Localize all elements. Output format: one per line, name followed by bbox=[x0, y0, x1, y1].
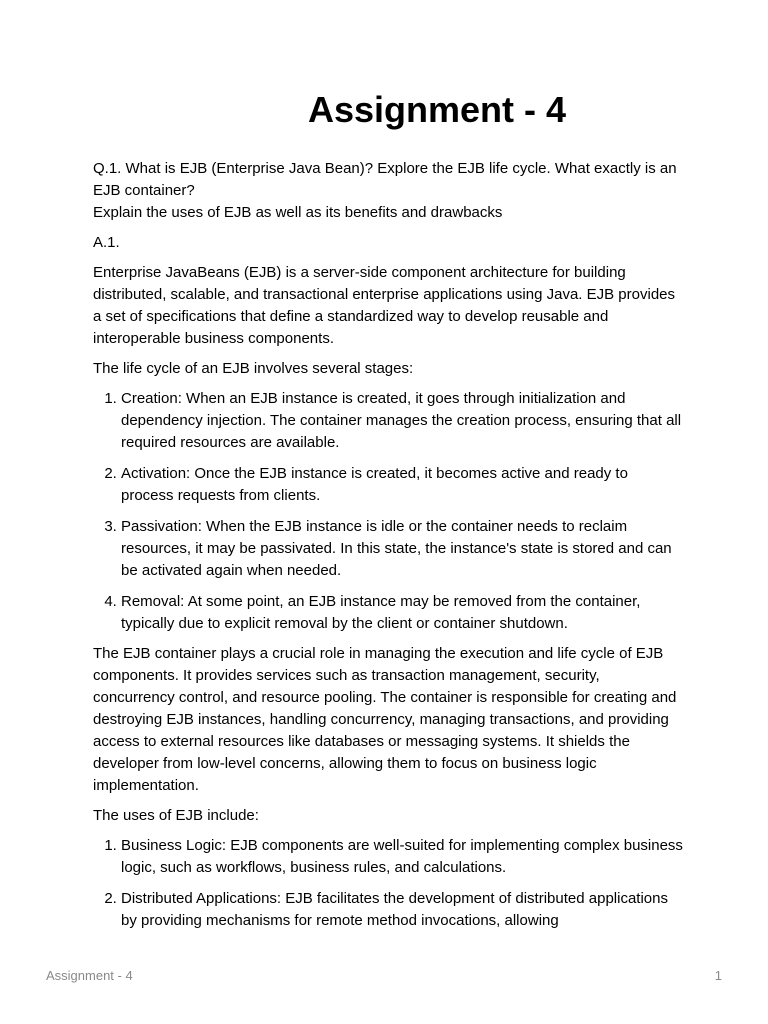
question-subtext: Explain the uses of EJB as well as its benefits and drawbacks bbox=[93, 204, 503, 221]
list-item: 4. Removal: At some point, an EJB instance may be removed from the container, typically due to explicit removal by the client or container shutdown. bbox=[121, 591, 683, 635]
page-number: 1 bbox=[714, 968, 722, 983]
document-body bbox=[93, 158, 683, 940]
list-item: 1. Business Logic: EJB components are well-suited for implementing complex business logic, such as workflows, business rules, and calculations. bbox=[121, 835, 683, 879]
lifecycle-list bbox=[93, 388, 683, 635]
answer-label: A.1. bbox=[93, 234, 120, 251]
page-title: Assignment - 4 bbox=[307, 89, 567, 130]
question-text: Q.1. What is EJB (Enterprise Java Bean)? Explore the EJB life cycle. What exactly is an EJB container? bbox=[93, 160, 677, 199]
list-item: 2. Distributed Applications: EJB facilitates the development of distributed applications by providing mechanisms for remote method invocations, allowing bbox=[121, 888, 683, 932]
list-item: 3. Passivation: When the EJB instance is idle or the container needs to reclaim resources, it may be passivated. In this state, the instance's state is stored and can be activated again when needed. bbox=[121, 516, 683, 582]
footer-title: Assignment - 4 bbox=[46, 968, 133, 983]
uses-list bbox=[93, 835, 683, 932]
uses-heading: The uses of EJB include: bbox=[93, 807, 259, 824]
container-paragraph: The EJB container plays a crucial role in managing the execution and life cycle of EJB components. It provides services such as transaction management, security, concurrency control, and resource pooling. The container is responsible for creating and destroying EJB instances, handling concurrency, managing transactions, and providing access to external resources like databases or messaging systems. It shields the developer from low-level concerns, allowing them to focus on business logic implementation. bbox=[93, 645, 677, 794]
question-block bbox=[93, 158, 683, 224]
list-item: 1. Creation: When an EJB instance is created, it goes through initialization and dependency injection. The container manages the creation process, ensuring that all required resources are available. bbox=[121, 388, 683, 454]
list-item: 2. Activation: Once the EJB instance is created, it becomes active and ready to process requests from clients. bbox=[121, 463, 683, 507]
lifecycle-heading: The life cycle of an EJB involves several stages: bbox=[93, 360, 414, 377]
intro-paragraph: Enterprise JavaBeans (EJB) is a server-side component architecture for building distributed, scalable, and transactional enterprise applications using Java. EJB provides a set of specifications that define a standardized way to develop reusable and interoperable business components. bbox=[93, 264, 675, 347]
